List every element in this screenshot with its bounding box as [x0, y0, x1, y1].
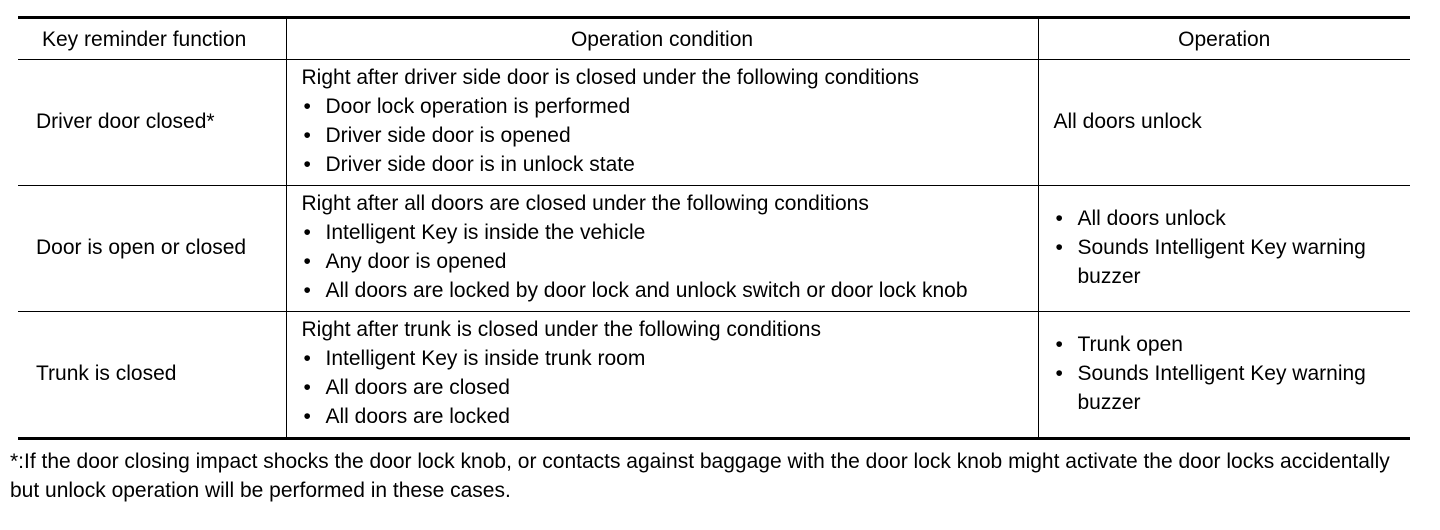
condition-item: • Any door is opened	[302, 247, 1034, 276]
header-key-reminder-function: Key reminder function	[42, 27, 247, 51]
condition-item: • All doors are locked	[302, 402, 1034, 431]
table-row	[18, 186, 1410, 312]
condition-cell	[286, 186, 1038, 312]
condition-item: • Intelligent Key is inside trunk room	[302, 344, 1034, 373]
header-operation-condition: Operation condition	[286, 18, 1038, 60]
operation-item: • All doors unlock	[1054, 204, 1403, 233]
operation-list	[1054, 330, 1403, 417]
condition-list	[302, 218, 1034, 305]
condition-item: • All doors are closed	[302, 373, 1034, 402]
operation-cell	[1038, 60, 1410, 186]
condition-intro: Right after all doors are closed under the following conditions	[301, 192, 869, 215]
operation-item: • Trunk open	[1054, 330, 1403, 359]
function-cell: Door is open or closed	[36, 235, 247, 259]
table-row	[18, 60, 1410, 186]
operation-cell	[1038, 186, 1410, 312]
operation-list	[1054, 204, 1403, 291]
condition-list	[302, 344, 1034, 431]
condition-item: • Driver side door is opened	[302, 121, 1034, 150]
condition-list	[302, 92, 1034, 179]
header-operation: Operation	[1038, 18, 1410, 60]
table-row	[18, 312, 1410, 439]
condition-cell	[286, 60, 1038, 186]
table-header	[18, 18, 1410, 60]
document	[10, 16, 1410, 505]
operation-item: • Sounds Intelligent Key warning buzzer	[1054, 359, 1403, 417]
operation-item: • Sounds Intelligent Key warning buzzer	[1054, 233, 1403, 291]
operation-cell	[1038, 312, 1410, 439]
condition-intro: Right after driver side door is closed under the following conditions	[301, 66, 920, 89]
key-reminder-table	[18, 16, 1410, 440]
condition-item: • Driver side door is in unlock state	[302, 150, 1034, 179]
condition-intro: Right after trunk is closed under the following conditions	[301, 318, 821, 341]
condition-cell	[286, 312, 1038, 439]
operation-text: All doors unlock	[1053, 109, 1202, 133]
condition-item: • Door lock operation is performed	[302, 92, 1034, 121]
function-cell: Driver door closed*	[36, 109, 215, 133]
header-row	[18, 18, 1410, 60]
condition-item: • Intelligent Key is inside the vehicle	[302, 218, 1034, 247]
function-cell: Trunk is closed	[36, 361, 177, 385]
footnote: *:If the door closing impact shocks the door lock knob, or contacts against baggage with the door lock knob might activate the door locks accidentally but unlock operation will be performed in these cases.	[10, 450, 1390, 502]
condition-item: • All doors are locked by door lock and unlock switch or door lock knob	[302, 276, 1034, 305]
table-body	[18, 60, 1410, 439]
